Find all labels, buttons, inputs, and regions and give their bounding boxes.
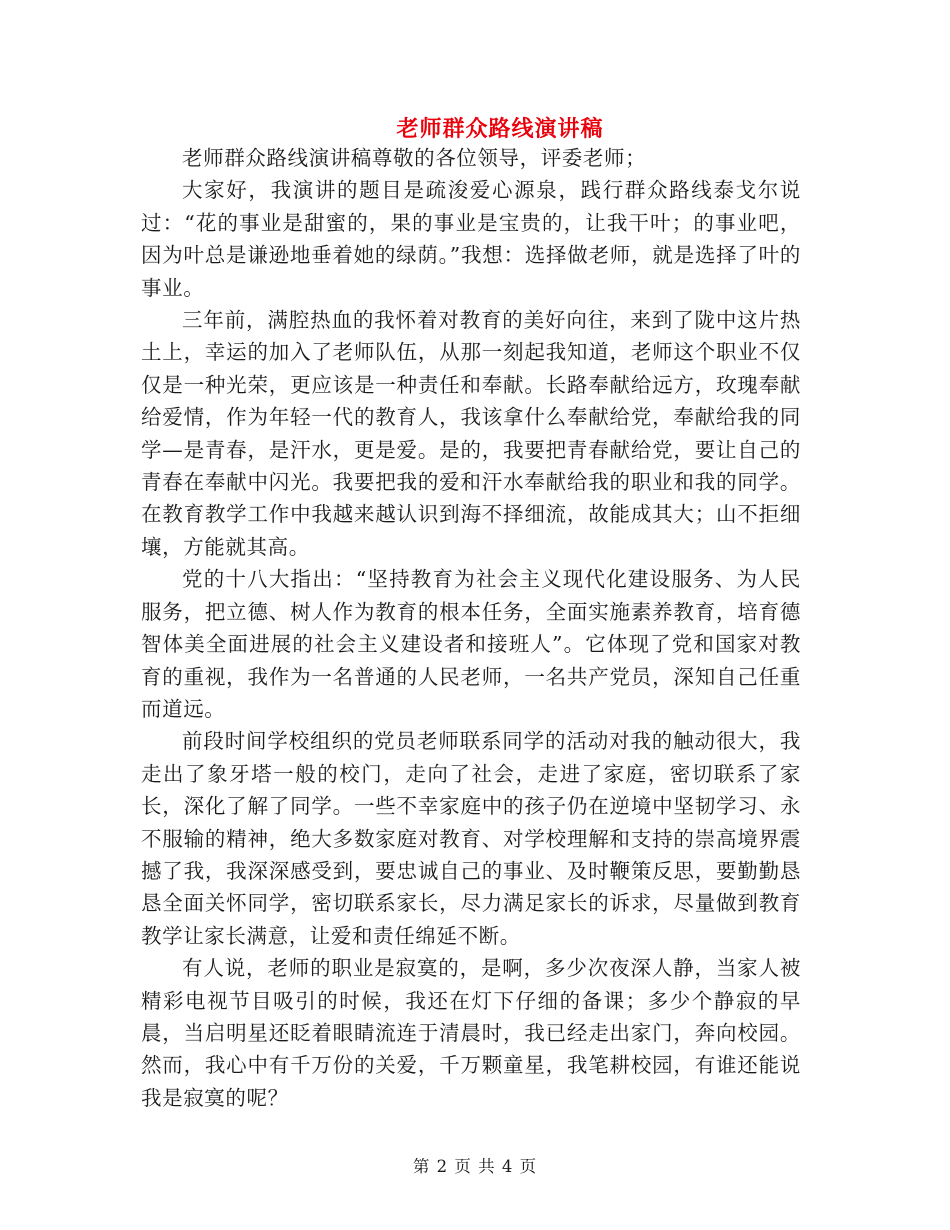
page-number: 第 2 页 共 4 页 (412, 1157, 538, 1176)
paragraph-intro: 大家好，我演讲的题目是疏浚爱心源泉，践行群众路线泰戈尔说过：“花的事业是甜蜜的，果的事业是宝贵的，让我干叶；的事业吧，因为叶总是谦逊地垂着她的绿荫。”我想：选择做老师，就是选择了叶的事业。 (141, 178, 801, 300)
paragraph-eighteenth-congress: 党的十八大指出：“坚持教育为社会主义现代化建设服务、为人民服务，把立德、树人作为教育的根本任务，全面实施素养教育，培育德智体美全面进展的社会主义建设者和接班人”。它体现了党和国家对教育的重视，我作为一名普通的人民老师，一名共产党员，深知自己任重而道远。 (141, 567, 801, 721)
paragraph-school-activity: 前段时间学校组织的党员老师联系同学的活动对我的触动很大，我走出了象牙塔一般的校门，走向了社会，走进了家庭，密切联系了家长，深化了解了同学。一些不幸家庭中的孩子仍在逆境中坚韧学习、永不服输的精神，绝大多数家庭对教育、对学校理解和支持的崇高境界震撼了我，我深深感受到，要忠诚自己的事业、及时鞭策反思，要勤勤恳恳全面关怀同学，密切联系家长，尽力满足家长的诉求，尽量做到教育教学让家长满意，让爱和责任绵延不断。 (141, 729, 801, 948)
paragraph-greeting: 老师群众路线演讲稿尊敬的各位领导，评委老师； (182, 146, 647, 170)
paragraph-three-years-ago: 三年前，满腔热血的我怀着对教育的美好向往，来到了陇中这片热土上，幸运的加入了老师队伍，从那一刻起我知道，老师这个职业不仅仅是一种光荣，更应该是一种责任和奉献。长路奉献给远方，玫瑰奉献给爱情，作为年轻一代的教育人，我该拿什么奉献给党，奉献给我的同学—是青春，是汗水，更是爱。是的，我要把青春献给党，要让自己的青春在奉献中闪光。我要把我的爱和汗水奉献给我的职业和我的同学。在教育教学工作中我越来越认识到海不择细流，故能成其大；山不拒细壤，方能就其高。 (141, 308, 801, 559)
page-footer (0, 1153, 950, 1177)
document-body (141, 142, 801, 1114)
paragraph-lonely-profession: 有人说，老师的职业是寂寞的，是啊，多少次夜深人静，当家人被精彩电视节目吸引的时候，我还在灯下仔细的备课；多少个静寂的早晨，当启明星还眨着眼睛流连于清晨时，我已经走出家门，奔向校园。然而，我心中有千万份的关爱，千万颗童星，我笔耕校园，有谁还能说我是寂寞的呢？ (141, 956, 801, 1110)
document-title: 老师群众路线演讲稿 (396, 117, 604, 142)
